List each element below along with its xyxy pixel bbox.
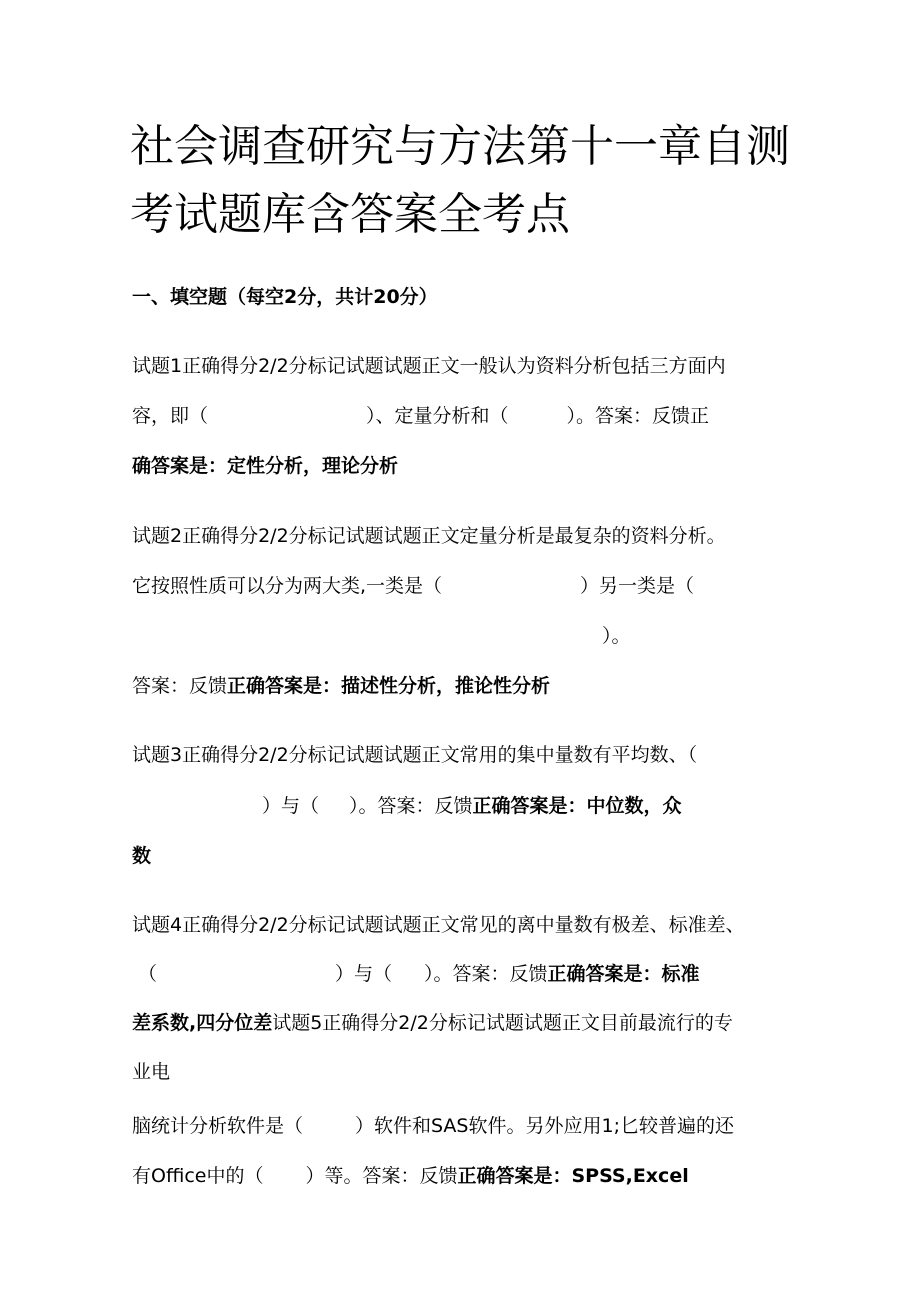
question-5-text-d: ）等。答案：反馈 <box>305 1165 458 1187</box>
question-1-text-b: ）、定量分析和（ <box>366 405 509 427</box>
question-3-answer-text: 正确答案是：中位数，众 <box>472 795 682 817</box>
question-2-text-b: ）另一类是（ <box>580 575 695 597</box>
question-5-line-4 <box>132 1167 689 1186</box>
question-4-text-a: （ <box>138 963 158 985</box>
question-5-text-b: ）软件和SAS软件。另外应用1;匕较普遍的还 <box>355 1115 734 1137</box>
question-5-line-1: 试题5正确得分2/2分标记试题试题正文目前最流行的专 <box>272 1012 733 1034</box>
question-1-text-a: 容，即（ <box>132 405 209 427</box>
question-2-line-1: 试题2正确得分2/2分标记试题试题正文定量分析是最复杂的资料分析。 <box>132 525 726 547</box>
question-2-answer-label: 答案：反馈 <box>132 675 228 697</box>
document-title-line-2: 考试题库含答案全考点 <box>130 189 570 240</box>
question-2-text-a: 它按照性质可以分为两大类,一类是（ <box>132 575 443 597</box>
question-4-line-3 <box>132 1014 733 1033</box>
question-3-text-a: ）与（ <box>262 795 320 817</box>
question-5-line-2: 业电 <box>132 1061 171 1083</box>
question-4-line-2 <box>138 965 700 984</box>
question-1-line-1: 试题1正确得分2/2分标记试题试题正文一般认为资料分析包括三方面内 <box>132 355 726 377</box>
question-5-text-a: 脑统计分析软件是（ <box>132 1115 304 1137</box>
question-3-line-2 <box>262 797 682 816</box>
question-2-line-3: ）。 <box>602 625 631 647</box>
section-heading: 一、填空题（每空2分，共计20分） <box>132 286 438 308</box>
question-3-answer-end: 数 <box>132 845 152 867</box>
question-3-line-1: 试题3正确得分2/2分标记试题试题正文常用的集中量数有平均数、（ <box>132 744 698 766</box>
question-5-text-c: 有Office中的（ <box>132 1165 264 1187</box>
question-4-answer-end: 差系数,四分位差 <box>132 1012 273 1034</box>
question-3-text-b: ）。答案：反馈 <box>349 795 473 817</box>
question-1-answer: 确答案是：定性分析，理论分析 <box>132 455 399 477</box>
question-4-line-1: 试题4正确得分2/2分标记试题试题正文常见的离中量数有极差、标准差、 <box>132 914 745 936</box>
question-4-text-c: ）。答案：反馈 <box>424 963 548 985</box>
question-1-text-c: ）。答案：反馈正 <box>566 405 710 427</box>
question-1-line-2 <box>132 407 709 426</box>
question-2-answer <box>132 677 550 696</box>
question-5-line-3 <box>132 1117 734 1136</box>
document-title-line-1: 社会调查研究与方法第十一章自测 <box>130 121 790 172</box>
question-4-answer-text: 正确答案是：标准 <box>547 963 700 985</box>
question-2-answer-text: 正确答案是：描述性分析，推论性分析 <box>227 675 551 697</box>
question-5-answer-text: 正确答案是：SPSS,Excel <box>457 1165 689 1187</box>
question-4-text-b: ）与（ <box>335 963 393 985</box>
question-2-line-2 <box>132 577 694 596</box>
